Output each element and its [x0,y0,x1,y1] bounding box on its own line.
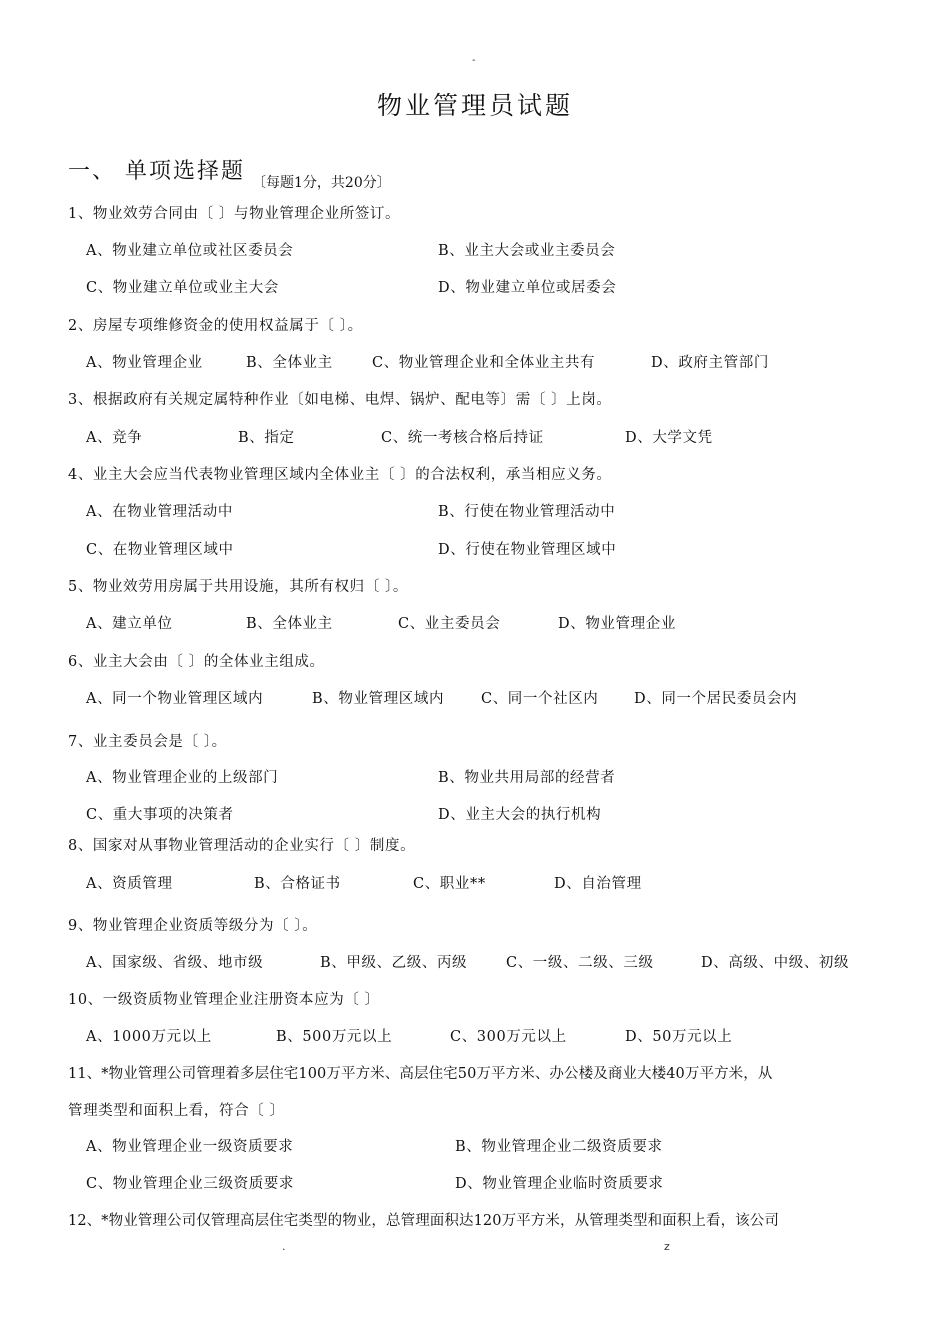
question-8-option-a: A、资质管理 [86,876,173,892]
question-9: 9、物业管理企业资质等级分为〔 〕。 [68,918,318,934]
question-9-option-b: B、甲级、乙级、丙级 [320,955,468,971]
question-9-option-c: C、一级、二级、三级 [506,955,654,971]
question-10-option-d: D、50万元以上 [625,1029,733,1045]
question-5-option-a: A、建立单位 [86,616,173,632]
question-11-option-b: B、物业管理企业二级资质要求 [455,1139,663,1155]
question-8: 8、国家对从事物业管理活动的企业实行〔 〕制度。 [68,838,416,854]
question-10-option-c: C、300万元以上 [450,1029,567,1045]
question-8-option-b: B、合格证书 [254,876,341,892]
question-11-option-d: D、物业管理企业临时资质要求 [455,1176,664,1192]
question-4-option-a: A、在物业管理活动中 [86,504,233,520]
question-1-option-b: B、业主大会或业主委员会 [438,243,616,259]
question-2-option-b: B、全体业主 [246,355,333,371]
question-2-option-d: D、政府主管部门 [651,355,769,371]
question-7-option-c: C、重大事项的决策者 [86,807,234,823]
question-11: 11、*物业管理公司管理着多层住宅100万平方米、高层住宅50万平方米、办公楼及商业大楼40万平方米，从 [68,1066,773,1082]
question-4-option-c: C、在物业管理区域中 [86,542,234,558]
question-4-option-d: D、行使在物业管理区域中 [438,542,617,558]
section-heading: 一、 单项选择题 [68,159,245,184]
question-3-option-d: D、大学文凭 [625,430,713,446]
question-3-option-b: B、指定 [238,430,295,446]
question-9-option-a: A、国家级、省级、地市级 [86,955,264,971]
question-4-option-b: B、行使在物业管理活动中 [438,504,616,520]
question-7-option-d: D、业主大会的执行机构 [438,807,602,823]
question-5-option-b: B、全体业主 [246,616,333,632]
question-11-option-c: C、物业管理企业三级资质要求 [86,1176,294,1192]
question-10-option-a: A、1000万元以上 [86,1029,212,1045]
page-title: 物业管理员试题 [376,91,573,120]
footer-right-mark: z [664,1240,670,1253]
question-8-option-c: C、职业** [413,876,486,892]
question-2: 2、房屋专项维修资金的使用权益属于〔 〕。 [68,318,363,334]
question-11-option-a: A、物业管理企业一级资质要求 [86,1139,294,1155]
question-3-option-a: A、竞争 [86,430,143,446]
question-7-option-a: A、物业管理企业的上级部门 [86,770,279,786]
question-4: 4、业主大会应当代表物业管理区域内全体业主〔 〕的合法权利，承当相应义务。 [68,467,612,483]
question-12: 12、*物业管理公司仅管理高层住宅类型的物业，总管理面积达120万平方米，从管理类型和面积上看，该公司 [68,1213,779,1229]
question-6-option-a: A、同一个物业管理区域内 [86,691,264,707]
section-scoring-note: 〔每题1分，共20分〕 [252,175,391,191]
question-7: 7、业主委员会是〔 〕。 [68,734,227,750]
question-9-option-d: D、高级、中级、初级 [701,955,850,971]
question-11-continued: 管理类型和面积上看，符合〔 〕 [68,1103,285,1119]
question-1-option-c: C、物业建立单位或业主大会 [86,280,279,296]
question-6-option-c: C、同一个社区内 [481,691,599,707]
question-1-option-d: D、物业建立单位或居委会 [438,280,617,296]
question-6-option-b: B、物业管理区域内 [312,691,445,707]
footer-left-mark: . [282,1240,286,1253]
question-1-option-a: A、物业建立单位或社区委员会 [86,243,294,259]
question-2-option-a: A、物业管理企业 [86,355,203,371]
question-10-option-b: B、500万元以上 [276,1029,393,1045]
header-mark: - [472,55,476,66]
question-3-option-c: C、统一考核合格后持证 [381,430,544,446]
question-1: 1、物业效劳合同由〔 〕与物业管理企业所签订。 [68,206,401,222]
question-5-option-c: C、业主委员会 [398,616,501,632]
question-2-option-c: C、物业管理企业和全体业主共有 [372,355,596,371]
question-6: 6、业主大会由〔 〕的全体业主组成。 [68,654,325,670]
question-10: 10、一级资质物业管理企业注册资本应为〔 〕 [68,992,380,1008]
question-6-option-d: D、同一个居民委员会内 [634,691,798,707]
question-8-option-d: D、自治管理 [554,876,642,892]
question-7-option-b: B、物业共用局部的经营者 [438,770,616,786]
question-5-option-d: D、物业管理企业 [558,616,676,632]
question-3: 3、根据政府有关规定属特种作业〔如电梯、电焊、锅炉、配电等〕需〔 〕上岗。 [68,392,612,408]
question-5: 5、物业效劳用房属于共用设施，其所有权归〔 〕。 [68,579,408,595]
